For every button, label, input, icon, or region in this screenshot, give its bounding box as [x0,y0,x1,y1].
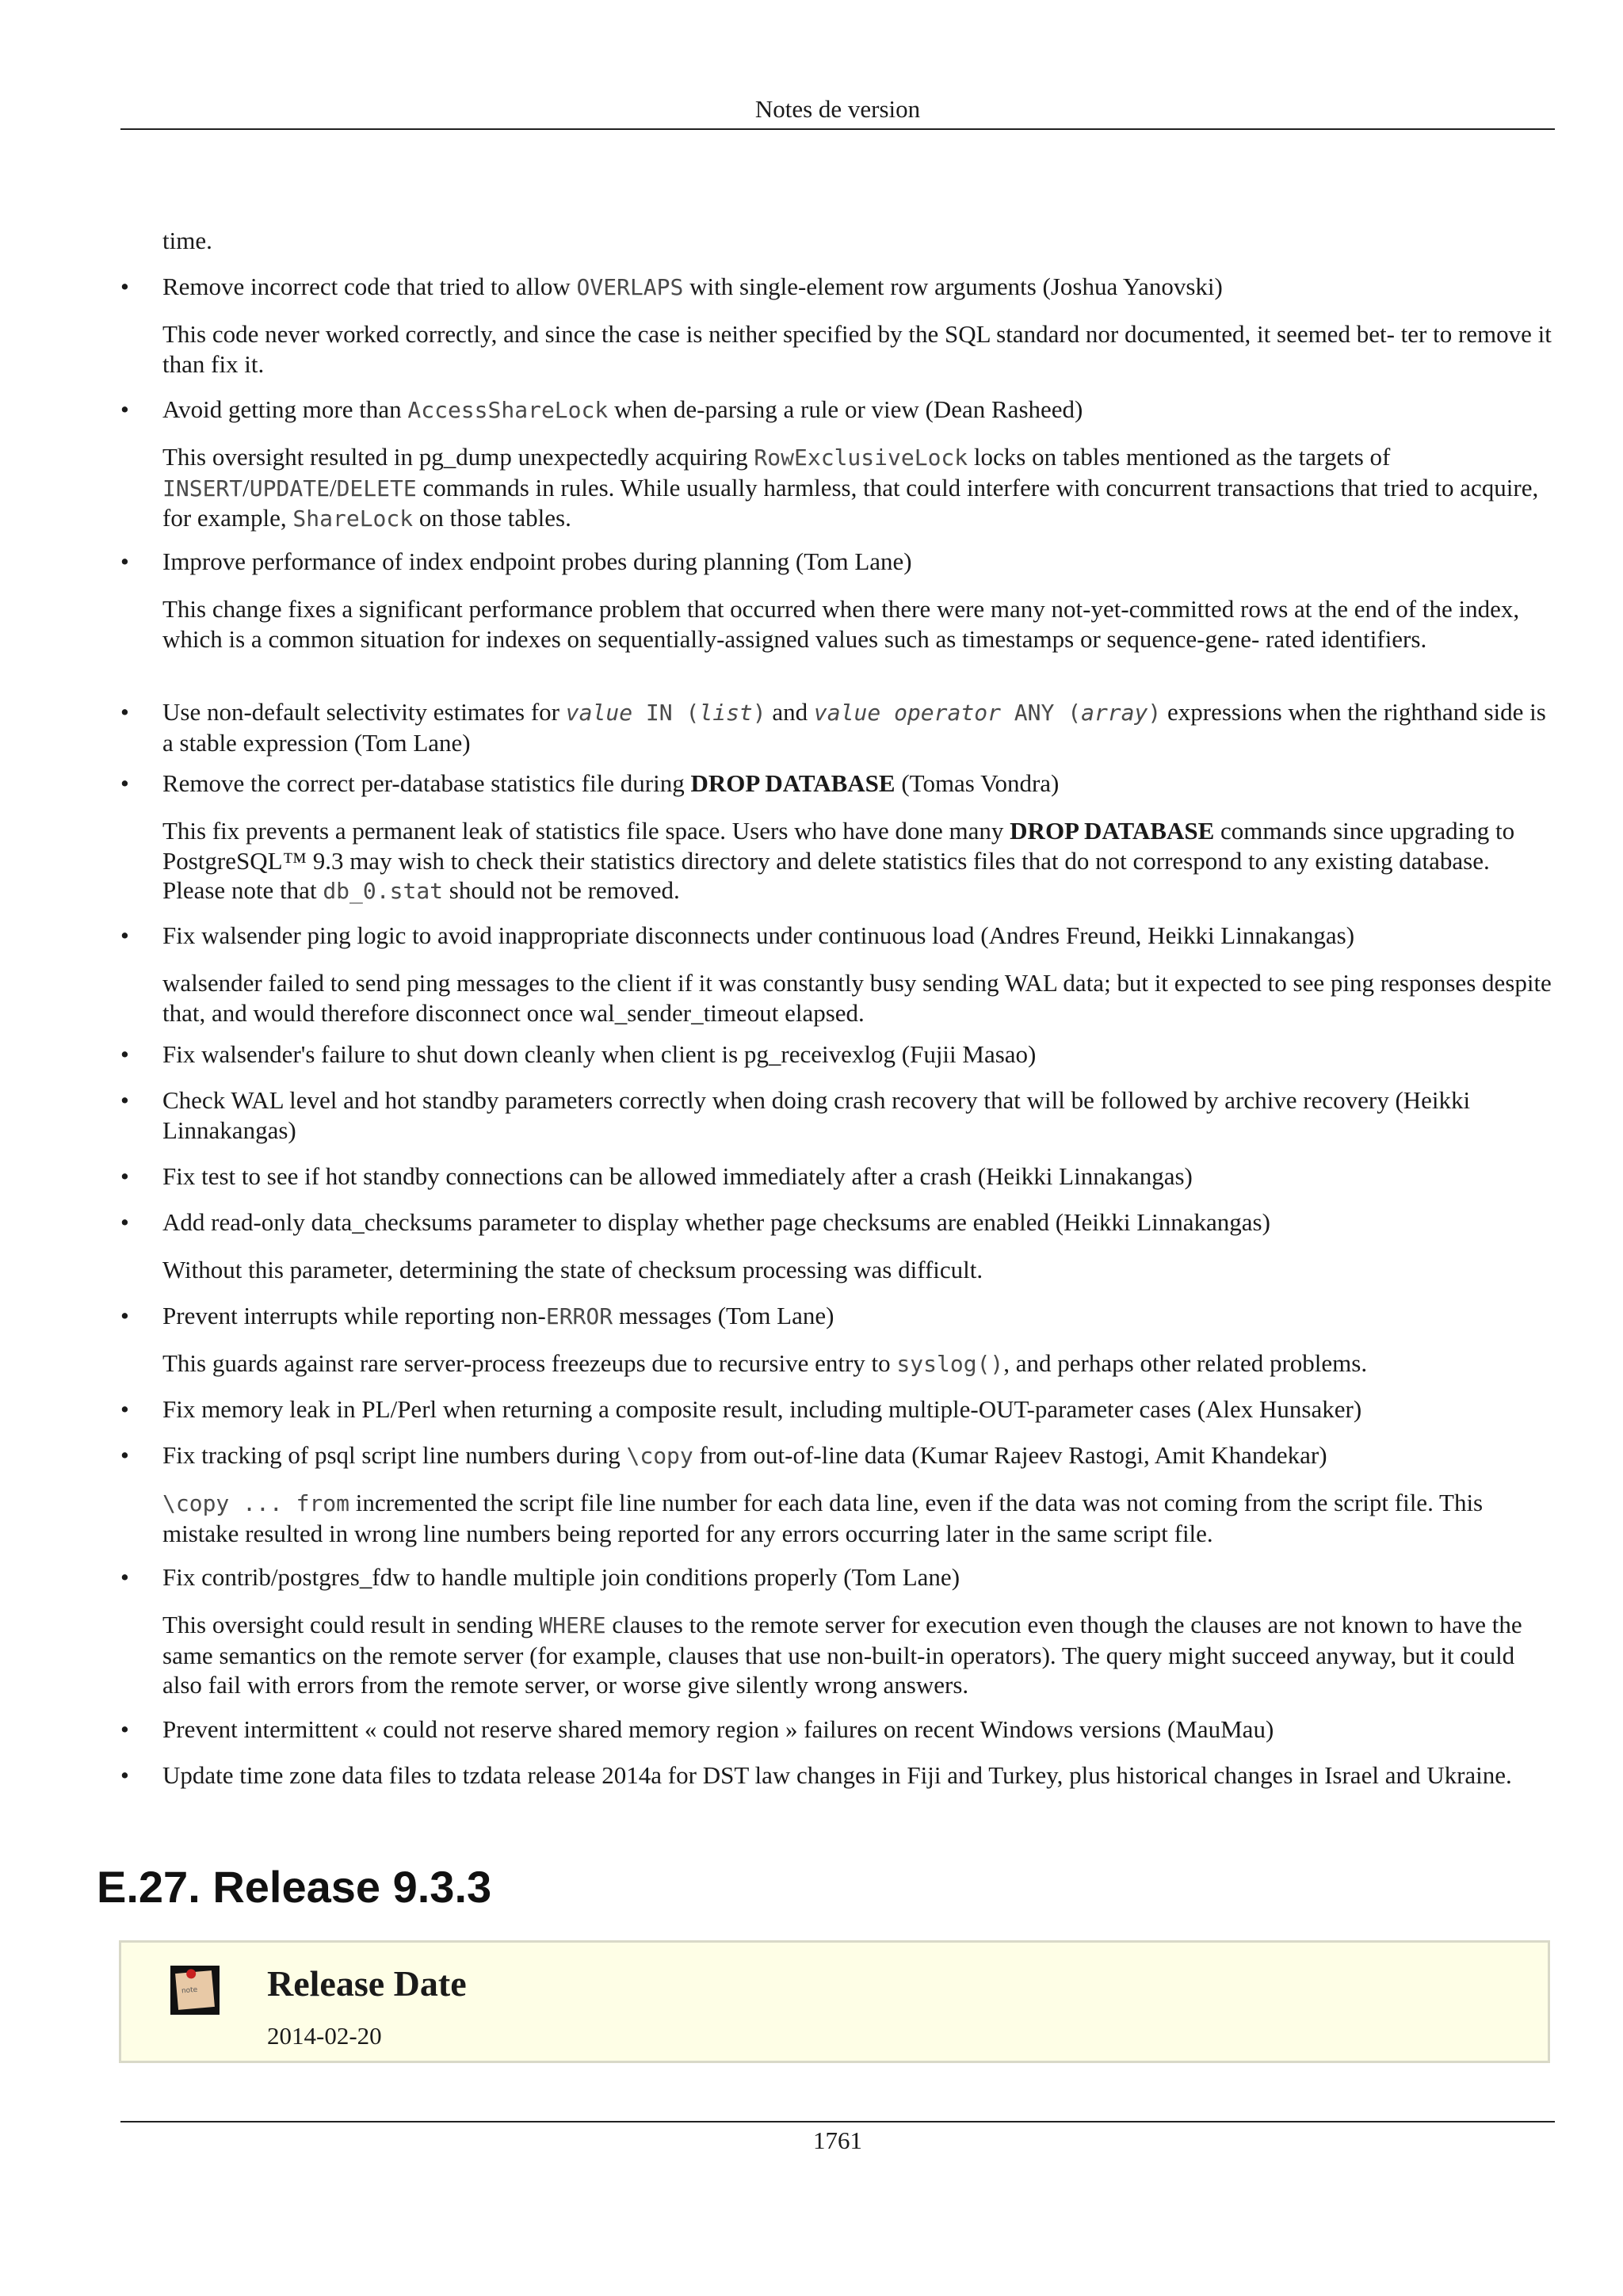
item-detail [162,968,1555,1028]
item-summary [162,769,1555,799]
bullet-marker: • [120,1208,129,1236]
running-header: Notes de version [754,95,921,123]
text-run: This change fixes a significant performance problem that occurred when there were many not-yet-committed rows at the end of the index, which is a common situation for indexes on sequentially-assigned values such as timestamps or sequence-gene- rated identifiers. [162,595,1520,653]
text-run: , and perhaps other related problems. [1003,1349,1368,1377]
bullet-marker: • [120,1162,129,1190]
item-summary [162,697,1555,757]
bullet-marker: • [120,769,129,797]
code-literal: \copy [626,1443,693,1469]
item-detail [162,319,1555,379]
text-run: Remove incorrect code that tried to allow [162,273,577,300]
note-title: Release Date [267,1963,467,2004]
code-literal: IN ( [632,700,700,726]
item-summary [162,1301,1555,1332]
text-run: expressions when the righthand side is a stable expression (Tom Lane) [162,698,1546,757]
continuation-text: time. [162,227,212,254]
text-run: Check WAL level and hot standby parameters correctly when doing crash recovery that will be followed by archive recovery (Heikki Linnakangas) [162,1086,1471,1144]
code-placeholder: value operator [813,700,1001,726]
release-date: 2014-02-20 [267,2022,382,2050]
text-run: clauses to the remote server for execution even though the clauses are not known to have the same semantics on the remote server (for example, clauses that use non-built-in operators). The query might succeed anyway, but it could also fail with errors from the remote server, or worse give silently wrong answers. [162,1611,1522,1699]
code-placeholder: value [565,700,633,726]
bullet-marker: • [120,1040,129,1068]
text-run: This oversight could result in sending [162,1611,540,1638]
item-summary [162,1161,1555,1192]
text-run: (Tomas Vondra) [895,769,1060,797]
code-literal: syslog() [896,1351,1004,1377]
code-literal: ) [752,700,766,726]
item-summary [162,395,1555,425]
bullet-marker: • [120,1395,129,1423]
text-run: / [329,473,337,502]
text-run: Fix walsender's failure to shut down cleanly when client is pg_receivexlog (Fujii Masao) [162,1040,1037,1068]
item-summary [162,1207,1555,1238]
bullet-marker: • [120,547,129,575]
text-run: with single-element row arguments (Joshua Yanovski) [683,273,1223,300]
text-run: Remove the correct per-database statistics file during [162,769,691,797]
item-detail [162,1348,1555,1379]
item-summary [162,547,1555,577]
bullet-marker: • [120,1441,129,1469]
note-icon-label: note [181,1985,198,1996]
code-literal: ) [1148,700,1162,726]
command-name: DROP DATABASE [1010,817,1215,845]
text-run: This guards against rare server-process freezeups due to recursive entry to [162,1349,897,1377]
code-literal: RowExclusiveLock [754,444,968,471]
bullet-marker: • [120,698,129,726]
text-run: Update time zone data files to tzdata release 2014a for DST law changes in Fiji and Turkey, plus historical changes in Israel and Ukraine. [162,1761,1512,1789]
text-run: This fix prevents a permanent leak of statistics file space. Users who have done many [162,817,1010,845]
code-literal: UPDATE [249,475,330,502]
item-detail [162,442,1555,534]
bullet-marker: • [120,395,129,423]
text-run: and [766,698,814,726]
text-run: Without this parameter, determining the state of checksum processing was difficult. [162,1256,983,1283]
item-detail [162,1488,1555,1548]
text-run: from out-of-line data (Kumar Rajeev Rastogi, Amit Khandekar) [693,1441,1327,1469]
text-run: Fix contrib/postgres_fdw to handle multiple join conditions properly (Tom Lane) [162,1563,960,1591]
item-summary [162,1394,1555,1425]
code-placeholder: array [1081,700,1148,726]
code-literal: \copy ... from [162,1490,350,1516]
text-run: commands since upgrading to PostgreSQL™ 9.3 may wish to check their statistics directory and delete statistics files that do not correspond to any existing database. Please note that [162,817,1515,904]
text-run: This code never worked correctly, and since the case is neither specified by the SQL standard nor documented, it seemed bet- ter to remove it than fix it. [162,320,1552,378]
code-literal: DELETE [336,475,417,502]
section-title: E.27. Release 9.3.3 [97,1862,492,1912]
command-name: DROP DATABASE [690,769,896,797]
item-detail [162,1610,1555,1700]
text-run: Fix test to see if hot standby connections can be allowed immediately after a crash (Heikki Linnakangas) [162,1162,1193,1190]
text-run: should not be removed. [443,876,680,904]
item-summary [162,1085,1555,1145]
code-literal: db_0.stat [323,878,444,904]
bullet-marker: • [120,273,129,300]
text-run: incremented the script file line number for each data line, even if the data was not coming from the script file. This mistake resulted in wrong line numbers being reported for any errors occurring later in the same script file. [162,1489,1484,1547]
text-run: messages (Tom Lane) [613,1302,834,1329]
code-literal: ShareLock [292,505,414,532]
code-literal: ANY ( [1000,700,1082,726]
page-number: 1761 [813,2126,862,2154]
text-run: Fix walsender ping logic to avoid inappropriate disconnects under continuous load (Andres Freund, Heikki Linnakangas) [162,921,1355,949]
item-summary [162,1760,1555,1791]
bullet-marker: • [120,1302,129,1329]
item-detail [162,816,1555,906]
text-run: / [242,473,250,502]
text-run: Improve performance of index endpoint probes during planning (Tom Lane) [162,547,912,575]
item-summary [162,921,1555,951]
bullet-marker: • [120,1761,129,1789]
note-icon [170,1966,220,2015]
bullet-marker: • [120,1715,129,1743]
bullet-marker: • [120,921,129,949]
code-literal: OVERLAPS [576,274,684,300]
code-placeholder: list [699,700,753,726]
item-summary [162,1562,1555,1592]
bullet-marker: • [120,1563,129,1591]
text-run: on those tables. [413,504,571,532]
text-run: Use non-default selectivity estimates for [162,698,566,726]
code-literal: ERROR [545,1303,613,1329]
text-run: when de-parsing a rule or view (Dean Rasheed) [608,395,1083,423]
text-run: This oversight resulted in pg_dump unexpectedly acquiring [162,443,754,471]
code-literal: INSERT [162,475,243,502]
bullet-marker: • [120,1086,129,1114]
release-date-note [119,1940,1550,2063]
text-run: locks on tables mentioned as the targets of [968,443,1391,471]
text-run: Prevent interrupts while reporting non- [162,1302,546,1329]
text-run: Prevent intermittent « could not reserve shared memory region » failures on recent Windows versions (MauMau) [162,1715,1274,1743]
header-rule [120,128,1555,130]
text-run: Avoid getting more than [162,395,408,423]
code-literal: AccessShareLock [407,397,609,423]
text-run: Add read-only data_checksums parameter to display whether page checksums are enabled (Heikki Linnakangas) [162,1208,1270,1236]
item-summary [162,1440,1555,1471]
item-summary [162,272,1555,303]
footer-rule [120,2121,1555,2122]
code-literal: WHERE [539,1612,606,1638]
text-run: Fix tracking of psql script line numbers during [162,1441,627,1469]
item-detail [162,594,1555,654]
text-run: Fix memory leak in PL/Perl when returning a composite result, including multiple-OUT-parameter cases (Alex Hunsaker) [162,1395,1362,1423]
text-run: walsender failed to send ping messages to the client if it was constantly busy sending WAL data; but it expected to see ping responses despite that, and would therefore disconnect once wal_sender_timeout elapsed. [162,969,1552,1027]
item-summary [162,1714,1555,1745]
text-run: commands in rules. While usually harmless, that could interfere with concurrent transactions that tried to acquire, for example, [162,473,1539,532]
item-detail [162,1255,1555,1285]
item-summary [162,1039,1555,1070]
